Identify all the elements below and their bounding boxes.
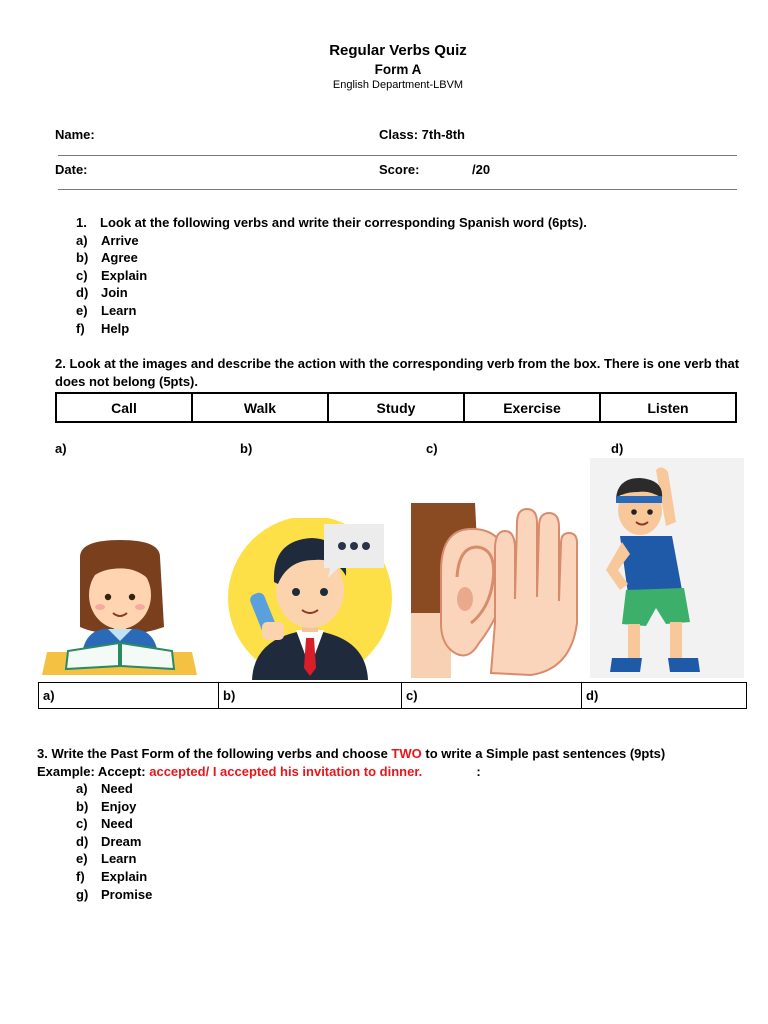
verb-cell: Call (56, 393, 192, 422)
item-marker: f) (76, 320, 85, 336)
item-text: Need (101, 781, 133, 796)
item-marker: a) (76, 781, 88, 796)
list-item (76, 232, 587, 250)
item-marker: e) (76, 302, 88, 318)
item-text: Enjoy (101, 798, 137, 814)
item-text: Learn (101, 302, 137, 318)
answer-cell-a[interactable]: a) (39, 683, 219, 709)
score-label: Score: (379, 162, 420, 177)
date-label: Date: (55, 162, 88, 177)
item-marker: g) (76, 886, 89, 902)
item-text: Agree (101, 250, 138, 266)
item-marker: b) (76, 798, 89, 814)
department-label: English Department-LBVM (332, 79, 464, 91)
q2-prompt: 2. Look at the images and describe the action with the corresponding verb from the box. There is one verb that does not belong (5pts). (55, 356, 740, 389)
list-item (76, 780, 152, 798)
image-label-a: a) (55, 441, 67, 456)
answer-cell-d[interactable]: d) (582, 683, 747, 709)
q3-prompt (37, 745, 665, 763)
score-total: /20 (472, 162, 491, 177)
quiz-title: Regular Verbs Quiz (329, 42, 467, 59)
answer-cell-c[interactable]: c) (402, 683, 582, 709)
item-marker: e) (76, 851, 88, 867)
q3-example (37, 763, 665, 781)
list-item (76, 850, 152, 868)
date-divider (58, 189, 737, 190)
image-label-d: d) (611, 441, 624, 456)
item-text: Arrive (101, 232, 139, 248)
image-label-b: b) (240, 441, 253, 456)
example-label: Example: Accept: (37, 764, 150, 779)
list-item (76, 302, 587, 320)
question-3-list (76, 780, 152, 903)
item-text: Join (101, 285, 128, 301)
q3-prompt-before: 3. Write the Past Form of the following verbs and choose (37, 746, 392, 761)
item-marker: f) (76, 868, 85, 884)
list-item (76, 798, 152, 816)
name-divider (58, 155, 737, 156)
verb-cell: Listen (600, 393, 736, 422)
q1-prompt: Look at the following verbs and write their corresponding Spanish word (6pts). (100, 215, 587, 230)
list-item (76, 815, 152, 833)
list-item (76, 267, 587, 285)
name-label: Name: (55, 127, 95, 142)
item-marker: c) (76, 267, 88, 283)
item-marker: a) (76, 232, 88, 248)
example-tail: : (476, 764, 481, 779)
item-text: Dream (101, 833, 142, 849)
item-text: Learn (101, 851, 137, 867)
man-calling-image (226, 518, 396, 680)
image-label-c: c) (426, 441, 438, 456)
ear-listening-image (411, 503, 581, 678)
q1-prompt-row (76, 214, 587, 232)
list-item (76, 320, 587, 338)
form-label: Form A (374, 62, 422, 77)
q3-prompt-after: to write a Simple past sentences (9pts) (421, 746, 666, 761)
verb-cell: Exercise (464, 393, 600, 422)
answer-box (38, 682, 747, 709)
list-item (76, 284, 587, 302)
item-marker: d) (76, 833, 89, 849)
q1-number: 1. (76, 215, 87, 230)
item-marker: d) (76, 285, 89, 301)
item-text: Help (101, 320, 130, 336)
list-item (76, 249, 587, 267)
item-marker: b) (76, 250, 89, 266)
verb-cell: Walk (192, 393, 328, 422)
class-label: Class: 7th-8th (379, 127, 465, 142)
item-text: Explain (101, 868, 148, 884)
example-answer: accepted/ I accepted his invitation to dinner. (149, 764, 423, 779)
verb-cell: Study (328, 393, 464, 422)
boy-exercising-image (590, 458, 744, 678)
girl-studying-image (42, 535, 202, 680)
item-text: Explain (101, 267, 148, 283)
verb-box (55, 392, 737, 423)
q3-prompt-highlight: TWO (391, 746, 422, 761)
question-3-header (37, 745, 665, 781)
list-item (76, 833, 152, 851)
item-marker: c) (76, 816, 88, 832)
answer-cell-b[interactable]: b) (219, 683, 402, 709)
list-item (76, 886, 152, 904)
list-item (76, 868, 152, 886)
item-text: Need (101, 816, 133, 832)
question-1 (76, 214, 587, 337)
item-text: Promise (101, 886, 153, 902)
